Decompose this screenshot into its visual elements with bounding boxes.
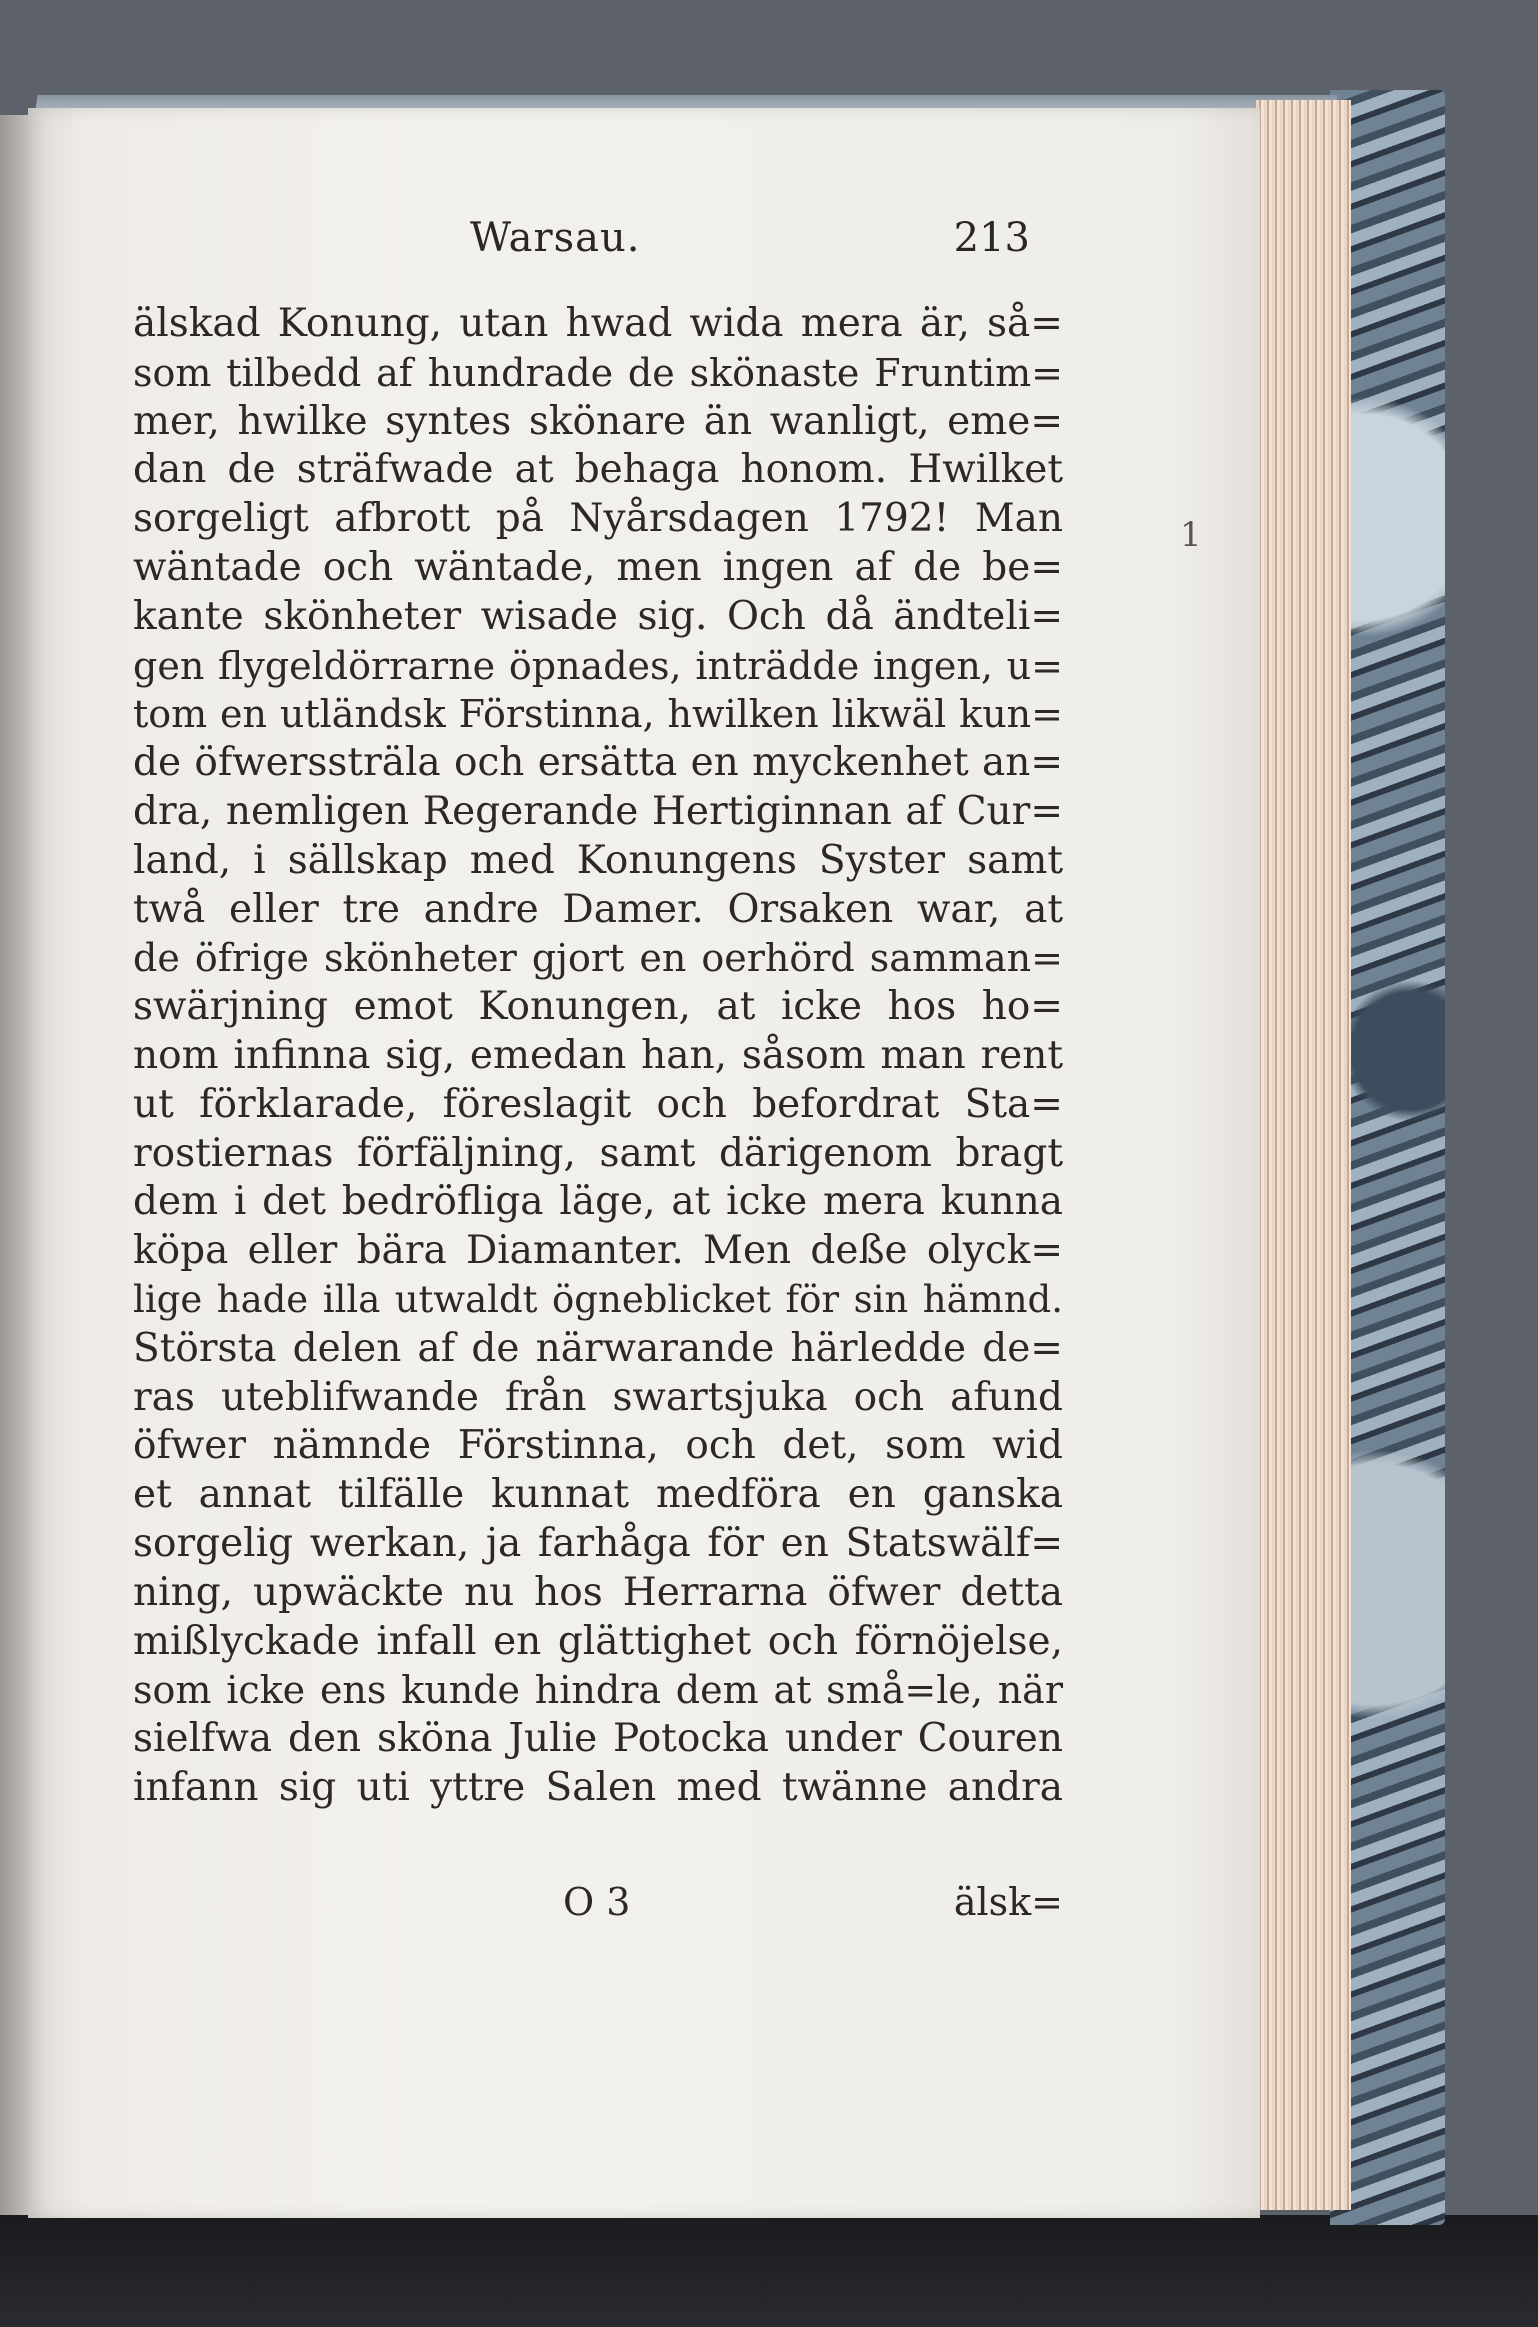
page-block-edges [1255,100,1351,2210]
text-line: wäntade och wäntade, men ingen af de be= [133,544,1063,590]
signature-mark: O 3 [563,1880,631,1924]
text-line: et annat tilfälle kunnat medföra en ganska [133,1472,1063,1518]
text-line: kante skönheter wisade sig. Och då ändteli= [133,593,1063,639]
margin-mark: 1 [1180,515,1202,555]
text-line: köpa eller bära Diamanter. Men deße olyck= [133,1228,1063,1274]
text-line: mißlyckade infall en glättighet och förnöjelse, [133,1618,1063,1664]
text-line: twå eller tre andre Damer. Orsaken war, at [133,886,1063,932]
text-line: som icke ens kunde hindra dem at små=le, när [133,1668,1063,1713]
text-line: rostiernas förfäljning, samt därigenom bragt [133,1130,1063,1176]
text-line: som tilbedd af hundrade de skönaste Fruntim= [133,350,1063,395]
page-footer [133,1880,1063,1935]
text-line: Största delen af de närwarande härledde de= [133,1325,1063,1371]
text-line: mer, hwilke syntes skönare än wanligt, eme= [133,398,1063,444]
text-line: ning, upwäckte nu hos Herrarna öfwer detta [133,1569,1063,1615]
text-line: tom en utländsk Förstinna, hwilken likwäl kun= [133,692,1063,737]
text-line: gen flygeldörrarne öpnades, inträdde ingen, u= [133,643,1063,688]
text-line: dem i det bedröfliga läge, at icke mera kunna [133,1179,1063,1225]
text-line: sorgeligt afbrott på Nyårsdagen 1792! Man [133,496,1063,542]
text-line: älskad Konung, utan hwad wida mera är, så= [133,301,1063,346]
table-surface [0,2215,1538,2327]
text-line: sorgelig werkan, ja farhåga för en Statswälf= [133,1520,1063,1566]
text-line: nom infinna sig, emedan han, såsom man rent [133,1032,1063,1078]
text-line: land, i sällskap med Konungens Syster samt [133,837,1063,883]
body-text [133,300,1063,1813]
page-header [470,215,1030,275]
text-line: ras uteblifwande från swartsjuka och afund [133,1374,1063,1420]
text-line: dra, nemligen Regerande Hertiginnan af Cur= [133,788,1063,834]
text-line: öfwer nämnde Förstinna, och det, som wid [133,1423,1063,1469]
text-line: dan de sträfwade at behaga honom. Hwilket [133,447,1063,493]
page-number: 213 [953,215,1030,261]
text-line: de öfwerssträla och ersätta en myckenhet an= [133,740,1063,786]
text-line: de öfrige skönheter gjort en oerhörd samman= [133,936,1063,981]
text-line: infann sig uti yttre Salen med twänne andra [133,1764,1063,1810]
text-line: ut förklarade, föreslagit och befordrat Sta= [133,1081,1063,1127]
running-title: Warsau. [470,215,641,261]
text-line: sielfwa den sköna Julie Potocka under Couren [133,1716,1063,1762]
text-line: swärjning emot Konungen, at icke hos ho= [133,984,1063,1030]
text-line: lige hade illa utwaldt ögneblicket för sin hämnd. [133,1277,1063,1321]
catchword: älsk= [953,1880,1063,1924]
